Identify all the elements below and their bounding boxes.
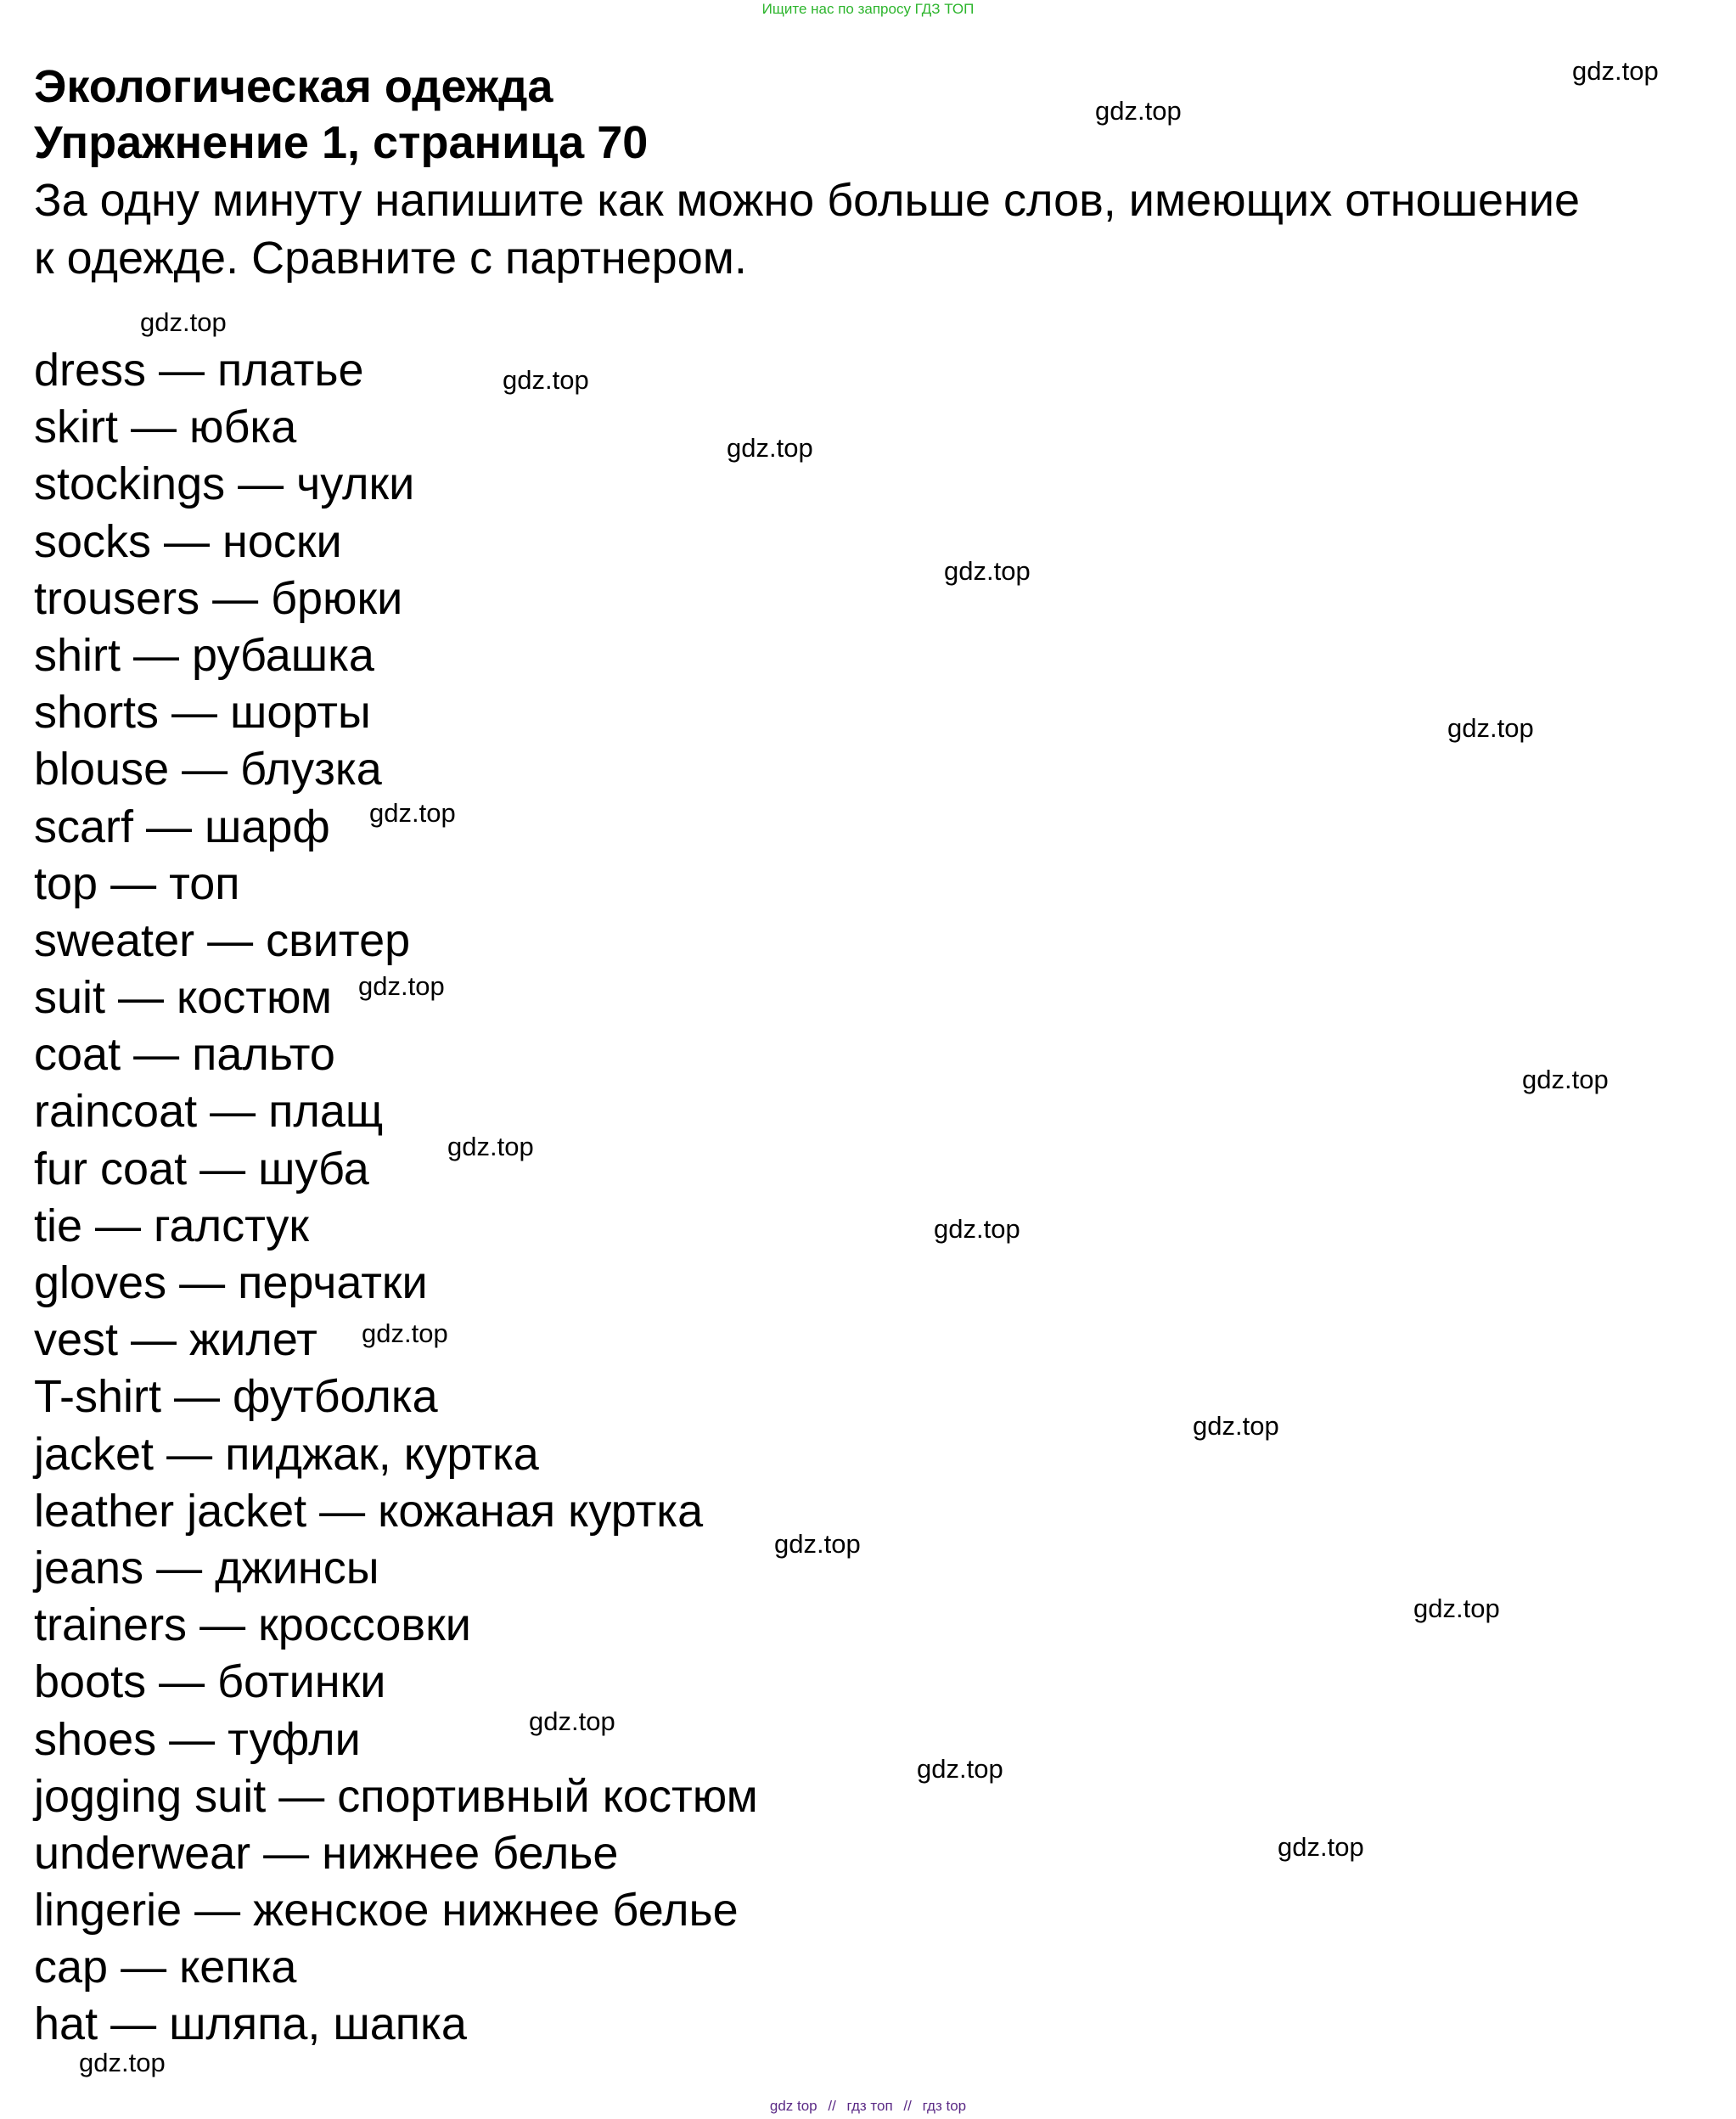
vocab-item: leather jacket — кожаная куртка: [34, 1485, 704, 1537]
watermark: gdz.top: [1095, 96, 1182, 126]
vocab-item: fur coat — шуба: [34, 1143, 369, 1194]
top-banner: Ищите нас по запросу ГДЗ ТОП: [761, 1, 975, 17]
vocab-item: blouse — блузка: [34, 744, 382, 795]
watermark: gdz.top: [503, 365, 589, 395]
vocab-item: skirt — юбка: [34, 402, 297, 453]
instructions: [34, 171, 1723, 287]
vocab-item: trousers — брюки: [34, 572, 403, 624]
instructions-line: За одну минуту напишите как можно больше слов, имеющих отношение: [34, 175, 1581, 226]
page-title: Экологическая одежда: [34, 61, 553, 112]
watermark: gdz.top: [1522, 1065, 1609, 1094]
vocab-item: sweater — свитер: [34, 914, 411, 966]
watermark: gdz.top: [369, 798, 456, 828]
vocab-item: T-shirt — футболка: [34, 1371, 438, 1423]
vocab-item: dress — платье: [34, 345, 364, 396]
watermark: gdz.top: [140, 307, 227, 337]
footer-separator: //: [828, 2098, 836, 2114]
footer-link[interactable]: гдз top: [922, 2098, 967, 2114]
vocab-item: suit — костюм: [34, 972, 333, 1024]
watermark: gdz.top: [1572, 56, 1659, 86]
watermark: gdz.top: [529, 1706, 615, 1736]
watermark: gdz.top: [774, 1529, 861, 1559]
watermark: gdz.top: [934, 1214, 1020, 1244]
vocabulary-list: [34, 342, 758, 2054]
watermark: gdz.top: [358, 971, 445, 1001]
footer-link[interactable]: гдз топ: [846, 2098, 893, 2114]
watermark: gdz.top: [727, 433, 813, 463]
vocab-item: shoes — туфли: [34, 1713, 361, 1765]
watermark: gdz.top: [1193, 1411, 1279, 1441]
vocab-item: shorts — шорты: [34, 687, 371, 739]
vocab-item: cap — кепка: [34, 1942, 297, 1993]
watermark: gdz.top: [1413, 1593, 1500, 1623]
watermark: gdz.top: [917, 1754, 1003, 1784]
watermark: gdz.top: [79, 2048, 166, 2077]
vocab-item: boots — ботинки: [34, 1656, 386, 1708]
vocab-item: vest — жилет: [34, 1314, 317, 1366]
vocab-item: jeans — джинсы: [34, 1542, 379, 1593]
vocab-item: tie — галстук: [34, 1200, 310, 1251]
instructions-line: к одежде. Сравните с партнером.: [34, 233, 747, 284]
watermark: gdz.top: [1447, 713, 1534, 743]
footer-separator: //: [903, 2098, 912, 2114]
vocab-item: top — топ: [34, 857, 240, 909]
watermark: gdz.top: [1278, 1832, 1364, 1862]
watermark: gdz.top: [944, 556, 1031, 586]
vocab-item: shirt — рубашка: [34, 629, 374, 681]
vocab-item: coat — пальто: [34, 1029, 335, 1081]
vocab-item: lingerie — женское нижнее белье: [34, 1885, 739, 1936]
vocab-item: socks — носки: [34, 515, 342, 567]
watermark: gdz.top: [362, 1318, 448, 1348]
vocab-item: gloves — перчатки: [34, 1257, 428, 1308]
vocab-item: jacket — пиджак, куртка: [34, 1428, 539, 1480]
vocab-item: hat — шляпа, шапка: [34, 1998, 467, 2050]
exercise-subtitle: Упражнение 1, страница 70: [34, 117, 649, 168]
vocab-item: trainers — кроссовки: [34, 1599, 471, 1651]
vocab-item: stockings — чулки: [34, 458, 415, 510]
vocab-item: raincoat — плащ: [34, 1086, 384, 1138]
vocab-item: scarf — шарф: [34, 801, 330, 852]
watermark: gdz.top: [447, 1132, 534, 1161]
vocab-item: jogging suit — спортивный костюм: [34, 1770, 758, 1822]
footer-link[interactable]: gdz top: [769, 2098, 817, 2114]
footer-links: [0, 2097, 1736, 2116]
vocab-item: underwear — нижнее белье: [34, 1827, 619, 1879]
